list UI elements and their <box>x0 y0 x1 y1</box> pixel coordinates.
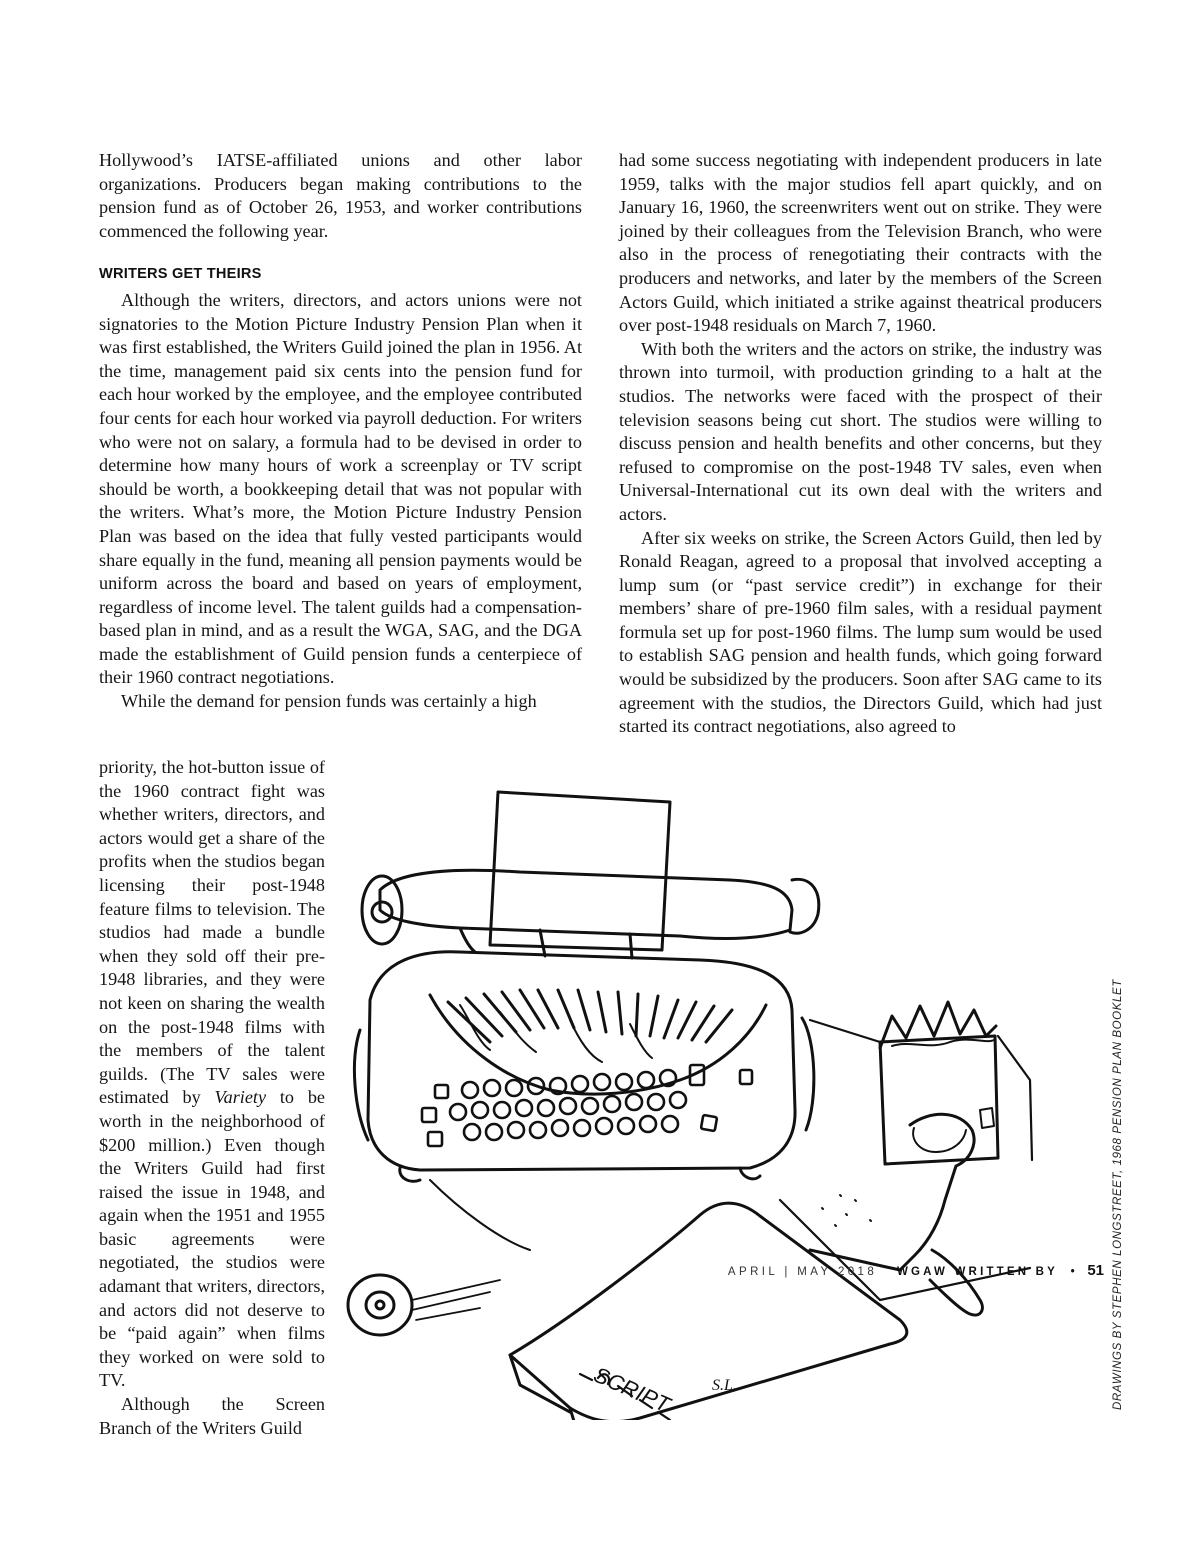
publication-name-variety: Variety <box>214 1087 267 1108</box>
right-column <box>619 149 1102 739</box>
artist-signature: S.L. <box>712 1377 737 1394</box>
paragraph-hot-button <box>99 756 325 1393</box>
typewriter-illustration <box>340 780 1040 1420</box>
issue-date: APRIL | MAY 2018 <box>727 1266 878 1278</box>
text-segment: to be worth in the neighborhood of $200 million.) Even though the Writers Guild had first raised the issue in 1948, and again when the 1951 and 1955 basic agreements were negotiated, the studios were adamant that writers, directors, and actors did not deserve to be “paid again” when films they worked on were sold to TV. <box>99 1087 326 1391</box>
paragraph-screen-branch-start: Although the Screen Branch of the Writers Guild <box>99 1394 325 1438</box>
bullet-separator: • <box>1070 1266 1075 1278</box>
paragraph-turmoil: With both the writers and the actors on strike, the industry was thrown into turmoil, with production grinding to a halt at the studios. The networks were faced with the prospect of their television seasons being cut short. The studios were willing to discuss pension and health benefits and other concerns, but they refused to compromise on the post-1948 TV sales, even when Universal-International cut its own deal with the writers and actors. <box>619 338 1102 524</box>
section-subhead: WRITERS GET THEIRS <box>99 266 262 283</box>
page-number: 51 <box>1087 1262 1104 1279</box>
page-footer <box>728 1262 1104 1279</box>
paragraph-intro: Hollywood’s IATSE-affiliated unions and other labor organizations. Producers began making contributions to the pension fund as of October 26, 1953, and worker contributions commenced the following year. <box>99 150 582 241</box>
left-column-top <box>99 149 582 714</box>
illustration-credit: DRAWINGS BY STEPHEN LONGSTREET, 1968 PENSION PLAN BOOKLET <box>1112 979 1124 1410</box>
text-segment: priority, the hot-button issue of the 1960 contract fight was whether writers, directors, and actors would get a share of the profits when the studios began licensing their post-1948 feature films to television. The studios had made a bundle when they sold off their pre-1948 libraries, and they were not keen on sharing the wealth on the post-1948 films with the members of the talent guilds. (The TV sales were estimated by <box>99 757 325 1108</box>
paragraph-demand-start: While the demand for pension funds was certainly a high <box>121 691 537 712</box>
script-label: SCRIPT <box>589 1361 674 1418</box>
paragraph-sag-agreement: After six weeks on strike, the Screen Actors Guild, then led by Ronald Reagan, agreed to a proposal that involved accepting a lump sum (or “past service credit”) in exchange for their members’ share of pre-1960 film sales, with a residual payment formula set up for post-1960 films. The lump sum would be used to establish SAG pension and health funds, which going forward would be subsidized by the producers. Soon after SAG came to its agreement with the studios, the Directors Guild, which had just started its contract negotiations, also agreed to <box>619 527 1102 737</box>
paragraph-strike: had some success negotiating with independent producers in late 1959, talks with the major studios fell apart quickly, and on January 16, 1960, the screenwriters went out on strike. They were joined by their colleagues from the Television Branch, who were also in the process of renegotiating their contracts with the producers and networks, and later by the members of the Screen Actors Guild, which initiated a strike against theatrical producers over post-1948 residuals on March 7, 1960. <box>619 150 1102 336</box>
left-column-narrow <box>99 756 325 1440</box>
paragraph-writers-join: Although the writers, directors, and actors unions were not signatories to the Motion Picture Industry Pension Plan when it was first established, the Writers Guild joined the plan in 1956. At the time, management paid six cents into the pension fund for each hour worked by the employee, and the employee contributed four cents for each hour worked via payroll deduction. For writers who were not on salary, a formula had to be devised in order to determine how many hours of work a screenplay or TV script should be worth, a bookkeeping detail that was not popular with the writers. What’s more, the Motion Picture Industry Pension Plan was based on the idea that fully vested participants would share equally in the fund, meaning all pension payments would be uniform across the board and based on years of employment, regardless of income level. The talent guilds had a compensation-based plan in mind, and as a result the WGA, SAG, and the DGA made the establishment of Guild pension funds a centerpiece of their 1960 contract negotiations. <box>99 289 582 688</box>
publication-title: WGAW WRITTEN BY <box>896 1266 1059 1278</box>
